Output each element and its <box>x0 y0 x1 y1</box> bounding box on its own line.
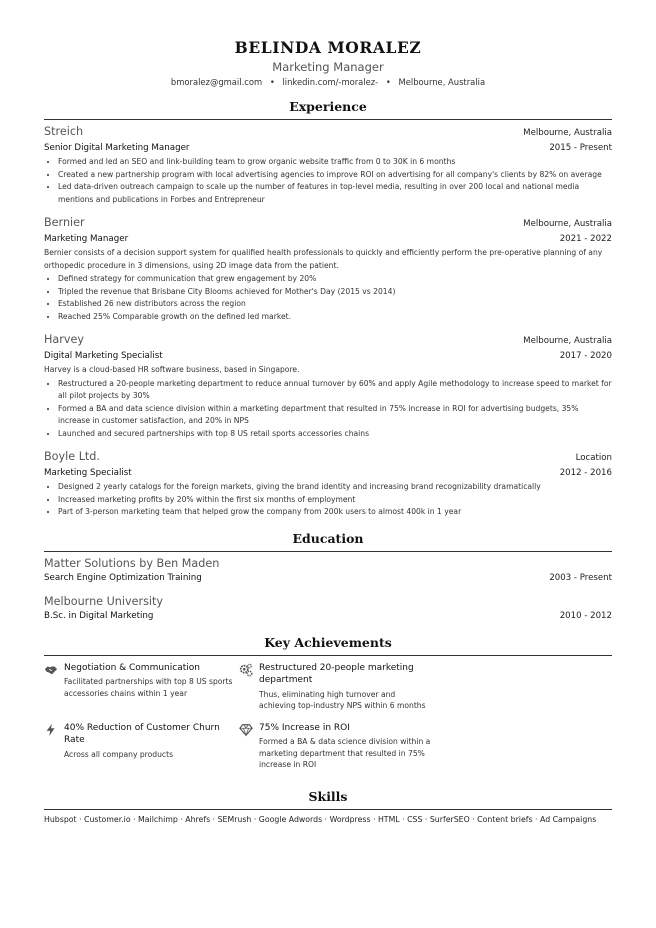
achievements-section <box>44 635 612 781</box>
skills-section <box>44 789 612 826</box>
contact-line <box>44 77 612 88</box>
experience-entry <box>44 449 612 519</box>
candidate-name: BELINDA MORALEZ <box>234 38 422 57</box>
achievement-desc: Thus, eliminating high turnover and achieving top-industry NPS within 6 months <box>259 689 426 710</box>
experience-entry <box>44 215 612 323</box>
bullet-item: • Established 26 new distributors across the region <box>58 298 612 311</box>
section-divider <box>44 119 612 120</box>
bullet-item: • Formed a BA and data science division within a marketing department that resulted in 75% increase in ROI for advertising budgets, 35% increase in customer satisfaction, and 20% in NPS <box>58 403 612 428</box>
skills-heading: Skills <box>308 788 348 804</box>
section-divider <box>44 655 612 656</box>
bullet-item: • Defined strategy for communication that grew engagement by 20% <box>58 273 612 286</box>
bullet-item: • Led data-driven outreach campaign to scale up the number of features in top-level media, resulting in over 200 local and national media mentions and publications in Forbes and Entrepreneur <box>58 181 612 206</box>
bullet-item: • Created a new partnership program with local advertising agencies to improve ROI on advertising for all company's clients by 82% on average <box>58 169 612 182</box>
lightning-icon <box>44 723 58 737</box>
location-text: Melbourne, Australia <box>398 77 486 87</box>
job-title: Marketing Manager <box>44 234 129 244</box>
education-dates: 2010 - 2012 <box>559 610 612 621</box>
achievement-desc: Across all company products <box>64 749 174 759</box>
achievement-item <box>239 662 434 712</box>
school-name: Melbourne University <box>44 594 164 608</box>
company-name: Bernier <box>44 216 85 229</box>
bullet-item: • Increased marketing profits by 20% within the first six months of employment <box>58 494 612 507</box>
company-location: Melbourne, Australia <box>523 219 612 229</box>
job-dates: 2017 - 2020 <box>559 351 612 361</box>
company-location: Melbourne, Australia <box>523 336 612 346</box>
education-section <box>44 531 612 623</box>
company-description: Bernier consists of a decision support system for qualified health professionals to quickly and efficiently perform the pre-operative planning of any orthopedic procedure in 3 dimensions, using 2D image data from the patient. <box>44 248 603 270</box>
company-name: Harvey <box>44 333 84 346</box>
bullet-list <box>44 378 612 441</box>
bullet-item: • Launched and secured partnerships with top 8 US retail sports accessories chains <box>58 428 612 441</box>
job-dates: 2012 - 2016 <box>559 468 612 478</box>
education-entry <box>44 594 612 623</box>
achievement-title: 75% Increase in ROI <box>259 722 350 733</box>
experience-entry <box>44 124 612 206</box>
bullet-item: • Restructured a 20-people marketing department to reduce annual turnover by 60% and apply Agile methodology to increase speed to market for all pilot projects by 30% <box>58 378 612 403</box>
company-location: Location <box>575 453 612 463</box>
school-name: Matter Solutions by Ben Maden <box>44 556 220 570</box>
bullet-item: • Part of 3-person marketing team that helped grow the company from 200k users to almost 400k in 1 year <box>58 506 612 519</box>
job-title: Marketing Specialist <box>44 468 132 478</box>
company-location: Melbourne, Australia <box>523 128 612 138</box>
achievement-title: Negotiation & Communication <box>64 662 200 673</box>
experience-section <box>44 99 612 519</box>
achievement-desc: Facilitated partnerships with top 8 US sports accessories chains within 1 year <box>64 677 233 698</box>
experience-heading: Experience <box>289 99 367 114</box>
experience-entry <box>44 332 612 440</box>
diamond-icon <box>239 723 253 737</box>
gears-icon <box>239 663 253 677</box>
achievement-item <box>44 722 239 771</box>
bullet-list <box>44 481 612 519</box>
section-divider <box>44 809 612 810</box>
degree-name: Search Engine Optimization Training <box>44 572 202 583</box>
company-description: Harvey is a cloud-based HR software business, based in Singapore. <box>44 365 300 374</box>
achievement-title: Restructured 20-people marketing department <box>259 662 414 685</box>
job-dates: 2021 - 2022 <box>559 234 612 244</box>
bullet-list <box>44 156 612 206</box>
education-heading: Education <box>292 530 364 546</box>
section-divider <box>44 551 612 552</box>
skills-list: Hubspot · Customer.io · Mailchimp · Ahrefs · SEMrush · Google Adwords · Wordpress · HTML · CSS · SurferSEO · Content briefs · Ad Campaigns <box>44 814 597 824</box>
company-name: Streich <box>44 125 84 138</box>
bullet-item: • Reached 25% Comparable growth on the defined led market. <box>58 311 612 324</box>
achievements-heading: Key Achievements <box>264 634 392 650</box>
bullet-list <box>44 273 612 323</box>
bullet-item: • Tripled the revenue that Brisbane City Blooms achieved for Mother's Day (2015 vs 2014) <box>58 286 612 299</box>
degree-name: B.Sc. in Digital Marketing <box>44 610 154 621</box>
separator-dot: • <box>269 77 275 87</box>
email-link[interactable]: bmoralez@gmail.com <box>170 77 263 87</box>
job-title: Senior Digital Marketing Manager <box>44 143 190 153</box>
candidate-title: Marketing Manager <box>272 60 384 74</box>
bullet-item: • Formed and led an SEO and link-building team to grow organic website traffic from 0 to 30K in 6 months <box>58 156 612 169</box>
achievement-desc: Formed a BA & data science division within a marketing department that resulted in 75% increase in ROI <box>259 737 431 769</box>
education-entry <box>44 556 612 585</box>
handshake-icon <box>44 663 58 677</box>
bullet-item: • Designed 2 yearly catalogs for the foreign markets, giving the brand identity and increasing brand recognizability dramatically <box>58 481 612 494</box>
linkedin-link[interactable]: linkedin.com/-moralez- <box>282 77 379 87</box>
achievement-item <box>239 722 434 771</box>
achievement-title: 40% Reduction of Customer Churn Rate <box>64 722 220 745</box>
job-title: Digital Marketing Specialist <box>44 351 163 361</box>
company-name: Boyle Ltd. <box>44 450 100 463</box>
job-dates: 2015 - Present <box>549 143 612 153</box>
achievement-item <box>44 662 239 712</box>
separator-dot: • <box>385 77 391 87</box>
education-dates: 2003 - Present <box>549 572 612 583</box>
